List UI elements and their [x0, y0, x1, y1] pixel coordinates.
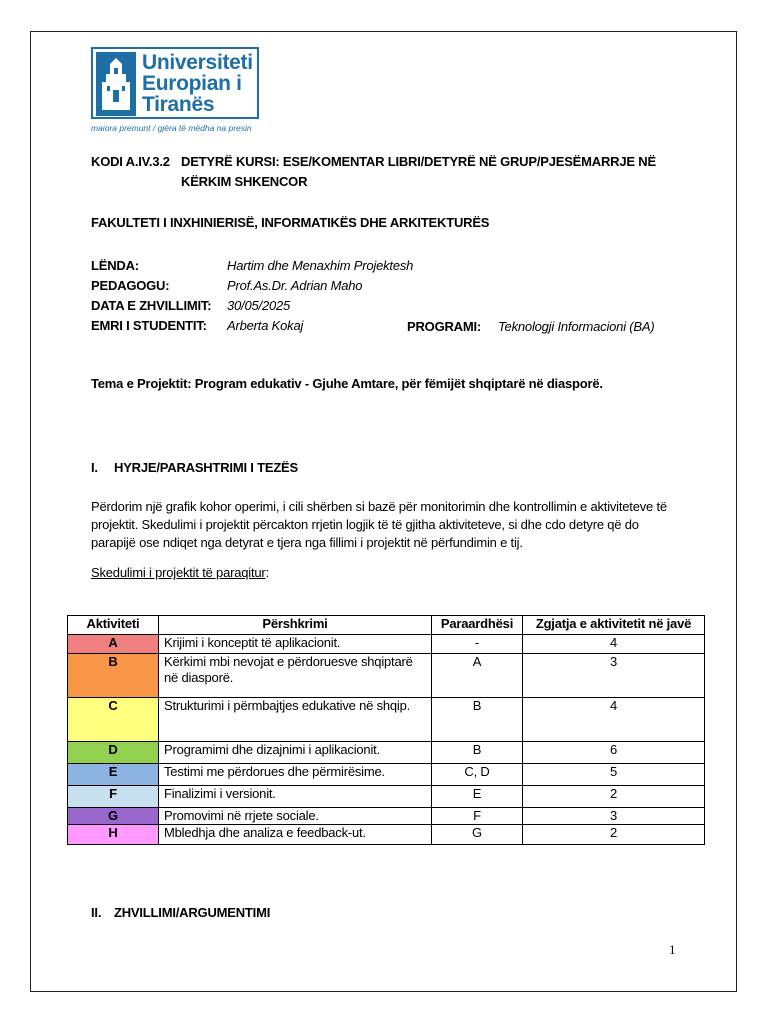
page-number: 1: [669, 942, 676, 957]
activity-description: Mbledhja dhe analiza e feedback-ut.: [159, 825, 432, 845]
document-page: [30, 31, 737, 992]
activity-duration: 3: [523, 808, 705, 825]
intro-line-3: parapijë ose ndiqet nga detyrat e tjera nga fillimi i projektit në përfundimin e tij.: [91, 535, 523, 550]
activity-description: Programimi dhe dizajnimi i aplikacionit.: [159, 742, 432, 764]
activity-duration: 4: [523, 698, 705, 742]
program-value: Teknologji Informacioni (BA): [498, 319, 655, 334]
activity-duration: 2: [523, 825, 705, 845]
activity-description: Finalizimi i versionit.: [159, 786, 432, 808]
university-logo: [91, 47, 281, 132]
activity-predecessor: G: [432, 825, 523, 845]
info-block: [91, 256, 413, 336]
faculty-heading: FAKULTETI I INXHINIERISË, INFORMATIKËS DHE ARKITEKTURËS: [91, 215, 490, 230]
student-label: EMRI I STUDENTIT:: [91, 318, 207, 333]
activity-description: Testimi me përdorues dhe përmirësime.: [159, 764, 432, 786]
schedule-caption-text: Skedulimi i projektit të paraqitur: [91, 565, 266, 580]
table-row: [68, 698, 705, 742]
subject-value: Hartim dhe Menaxhim Projektesh: [227, 258, 414, 273]
table-row: [68, 742, 705, 764]
subject-label: LËNDA:: [91, 258, 139, 273]
table-row: [68, 786, 705, 808]
activity-id: C: [68, 698, 159, 742]
logo-wordmark: Universiteti Europian i Tiranës: [142, 51, 253, 116]
activity-id: A: [68, 635, 159, 654]
activity-table: [67, 615, 705, 845]
teacher-label: PEDAGOGU:: [91, 278, 170, 293]
activity-duration: 6: [523, 742, 705, 764]
intro-line-1: Përdorim një grafik kohor operimi, i cili shërben si bazë për monitorimin dhe kontrollimin e aktiviteteve të: [91, 499, 667, 514]
table-row: [68, 764, 705, 786]
table-header-row: [68, 616, 705, 635]
section-2-title: ZHVILLIMI/ARGUMENTIMI: [114, 905, 271, 920]
table-row: [68, 825, 705, 845]
activity-predecessor: E: [432, 786, 523, 808]
activity-id: F: [68, 786, 159, 808]
activity-id: H: [68, 825, 159, 845]
course-code-heading: [91, 152, 681, 192]
schedule-caption: Skedulimi i projektit të paraqitur:: [91, 565, 269, 580]
activity-duration: 5: [523, 764, 705, 786]
assignment-title-line1: DETYRË KURSI: ESE/KOMENTAR LIBRI/DETYRË NË GRUP/PJESËMARRJE NË: [181, 154, 656, 169]
section-2-number: II.: [91, 905, 102, 920]
section-1-heading: [91, 460, 298, 475]
table-row: [68, 808, 705, 825]
activity-predecessor: B: [432, 698, 523, 742]
activity-id: G: [68, 808, 159, 825]
activity-predecessor: C, D: [432, 764, 523, 786]
project-topic: Tema e Projektit: Program edukativ - Gjuhe Amtare, për fëmijët shqiptarë në diasporë.: [91, 376, 603, 391]
table-row: [68, 635, 705, 654]
header-description: Përshkrimi: [159, 616, 432, 635]
logo-frame: [91, 47, 259, 119]
activity-description: Krijimi i konceptit të aplikacionit.: [159, 635, 432, 654]
castle-emblem-icon: [96, 52, 136, 116]
date-label: DATA E ZHVILLIMIT:: [91, 298, 212, 313]
activity-duration: 3: [523, 654, 705, 698]
intro-paragraph: [91, 498, 691, 552]
header-activity: Aktiviteti: [68, 616, 159, 635]
logo-tagline: maiora premunt / gjëra të mëdha na presin: [91, 123, 252, 133]
section-1-title: HYRJE/PARASHTRIMI I TEZËS: [114, 460, 299, 475]
activity-description: Strukturimi i përmbajtjes edukative në shqip.: [159, 698, 432, 742]
activity-id: D: [68, 742, 159, 764]
activity-predecessor: A: [432, 654, 523, 698]
activity-duration: 2: [523, 786, 705, 808]
intro-line-2: projektit. Skedulimi i projektit përcakton rrjetin logjik të të gjitha aktiviteteve, si dhe cdo detyre që do: [91, 517, 639, 532]
activity-predecessor: B: [432, 742, 523, 764]
student-value: Arberta Kokaj: [227, 318, 304, 333]
course-code: KODI A.IV.3.2: [91, 154, 170, 169]
activity-id: E: [68, 764, 159, 786]
header-duration: Zgjatja e aktivitetit në javë: [523, 616, 705, 635]
date-value: 30/05/2025: [227, 298, 291, 313]
activity-id: B: [68, 654, 159, 698]
section-1-number: I.: [91, 460, 98, 475]
table-row: [68, 654, 705, 698]
header-predecessor: Paraardhësi: [432, 616, 523, 635]
activity-predecessor: -: [432, 635, 523, 654]
activity-description: Promovimi në rrjete sociale.: [159, 808, 432, 825]
activity-duration: 4: [523, 635, 705, 654]
section-2-heading: [91, 905, 270, 920]
teacher-value: Prof.As.Dr. Adrian Maho: [227, 278, 363, 293]
program-label: PROGRAMI:: [407, 319, 482, 334]
activity-description: Kërkimi mbi nevojat e përdoruesve shqiptarë në diasporë.: [159, 654, 432, 698]
assignment-title-line2: KËRKIM SHKENCOR: [181, 174, 308, 189]
activity-predecessor: F: [432, 808, 523, 825]
